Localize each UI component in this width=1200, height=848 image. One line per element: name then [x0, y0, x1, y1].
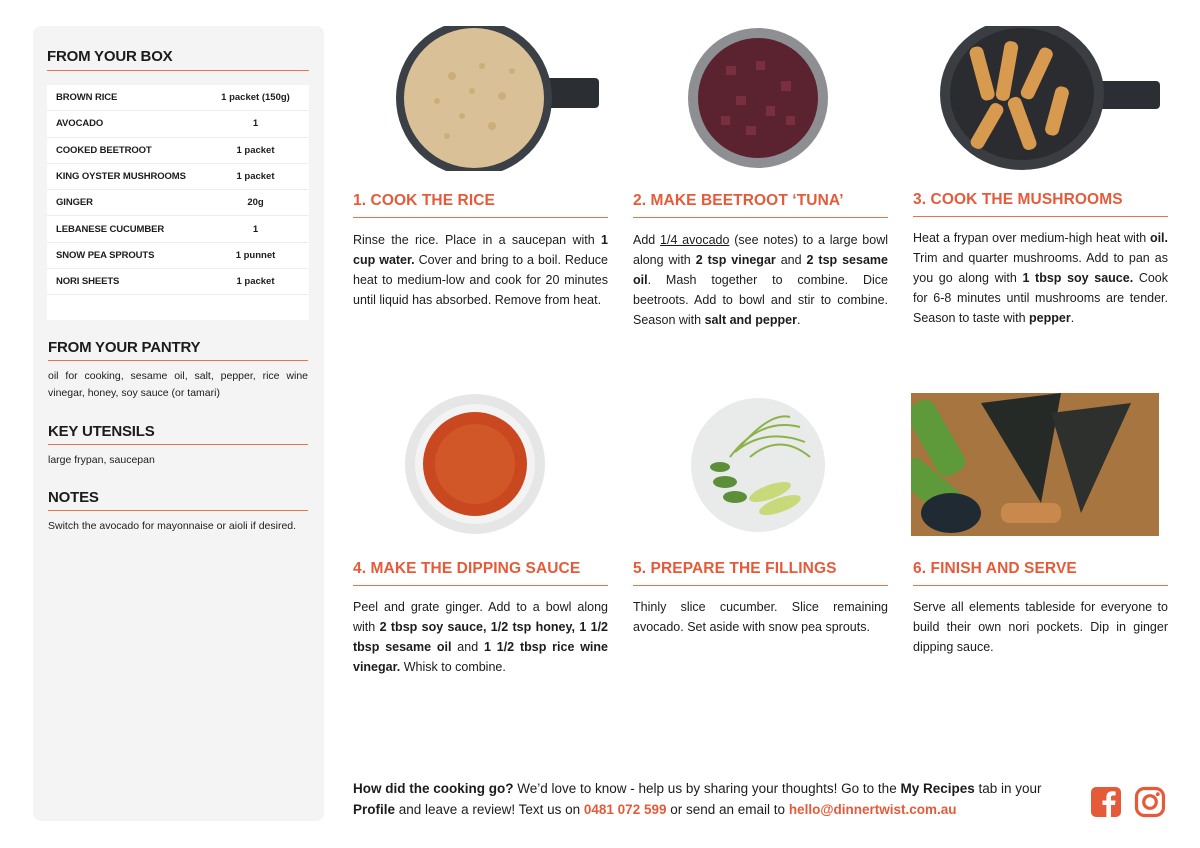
footer-text: or send an email to: [666, 802, 789, 817]
step-emphasis: salt and pepper: [704, 313, 797, 327]
ingredient-row: [47, 138, 309, 164]
divider: [633, 585, 888, 586]
divider: [47, 70, 309, 71]
from-your-box-title: FROM YOUR BOX: [47, 48, 173, 65]
divider: [633, 217, 888, 218]
step-text-run: Rinse the rice. Place in a saucepan with: [353, 233, 602, 247]
step-emphasis: 2 tsp sesame oil: [633, 253, 888, 287]
step-text: [913, 597, 1168, 657]
ingredient-row: [47, 269, 309, 295]
ingredient-row: [47, 85, 309, 111]
ingredient-qty: 1 packet: [236, 276, 275, 288]
pantry-section: [48, 339, 308, 402]
step-emphasis: pepper: [1029, 311, 1071, 325]
step-text: [633, 230, 888, 330]
ingredient-name: GINGER: [56, 197, 93, 209]
step-title: 3. COOK THE MUSHROOMS: [913, 191, 1123, 208]
ingredient-qty: 1 packet (150g): [221, 92, 290, 104]
step-text-run: .: [796, 313, 801, 327]
step-emphasis: 1 1/2 tbsp rice wine vinegar.: [353, 640, 608, 674]
divider: [48, 510, 308, 511]
ingredient-qty: 1: [252, 118, 259, 130]
step-text-run: Whisk to combine.: [400, 660, 506, 674]
beetroot-bowl-image: [686, 26, 831, 171]
step-text-run: 1/4 avocado: [660, 233, 730, 247]
notes-title: NOTES: [48, 489, 99, 506]
notes-section: [48, 489, 308, 535]
step-title: 6. FINISH AND SERVE: [913, 560, 1077, 577]
step-emphasis: 1 tbsp soy sauce.: [1022, 271, 1134, 285]
ingredient-name: COOKED BEETROOT: [56, 144, 152, 156]
email-link[interactable]: hello@dinnertwist.com.au: [788, 802, 957, 817]
step-emphasis: 2 tbsp soy sauce, 1/2 tsp honey, 1 1/2 tbsp sesame oil: [353, 620, 609, 654]
step-text-run: Trim and quarter mushrooms. Add to pan as you go along with: [913, 251, 1168, 285]
utensils-section: [48, 423, 308, 469]
dipping-sauce-image: [404, 393, 546, 535]
notes-text: Switch the avocado for mayonnaise or aioli if desired.: [48, 520, 297, 532]
sidebar: [33, 26, 324, 821]
step-text: [633, 597, 888, 637]
footer-text: and leave a review! Text us on: [395, 802, 584, 817]
divider: [48, 360, 308, 361]
ingredient-row: [47, 111, 309, 137]
feedback-footer: [353, 778, 1073, 820]
step-text-run: Serve all elements tableside for everyone to build their own nori pockets. Dip in ginger dipping sauce.: [913, 600, 1168, 654]
step-title: 5. PREPARE THE FILLINGS: [633, 560, 837, 577]
ingredient-row: [47, 216, 309, 242]
ingredient-name: SNOW PEA SPROUTS: [56, 249, 155, 261]
phone-link[interactable]: 0481 072 599: [583, 802, 667, 817]
step-text: [353, 597, 608, 677]
step-text-run: Cook for 6-8 minutes until mushrooms are tender. Season to taste with: [913, 271, 1169, 325]
ingredient-qty: 1: [252, 223, 259, 235]
mushroom-pan-image: [940, 26, 1160, 171]
step-text-run: Peel and grate ginger. Add to a bowl along with: [353, 600, 608, 634]
ingredients-table: [47, 85, 309, 320]
step-title: 4. MAKE THE DIPPING SAUCE: [353, 560, 581, 577]
step-text-run: .: [1070, 311, 1075, 325]
step-text-run: Heat a frypan over medium-high heat with: [913, 231, 1150, 245]
fillings-plate-image: [690, 397, 826, 533]
ingredient-row: [47, 164, 309, 190]
step-text: [913, 228, 1168, 328]
divider: [353, 585, 608, 586]
utensils-title: KEY UTENSILS: [48, 423, 155, 440]
rice-pan-image: [392, 26, 602, 171]
facebook-icon[interactable]: [1090, 786, 1122, 818]
pantry-text: oil for cooking, sesame oil, salt, pepper, rice wine vinegar, honey, soy sauce (or tamari): [48, 370, 308, 399]
ingredient-name: LEBANESE CUCUMBER: [56, 223, 165, 235]
ingredient-qty: 20g: [247, 197, 264, 209]
step-text-run: . Mash together to combine. Dice beetroots. Add to bowl and stir to combine. Season with: [633, 273, 888, 327]
step-text-run: and: [775, 253, 807, 267]
step-text-run: Cover and bring to a boil. Reduce heat to medium-low and cook for 20 minutes until liquid has absorbed. Remove from heat.: [353, 253, 608, 307]
ingredient-qty: 1 packet: [236, 171, 275, 183]
divider: [913, 216, 1168, 217]
ingredient-row: [47, 243, 309, 269]
utensils-text: large frypan, saucepan: [48, 454, 155, 466]
step-emphasis: oil.: [1149, 231, 1168, 245]
ingredient-name: BROWN RICE: [56, 92, 118, 104]
divider: [48, 444, 308, 445]
serve-board-image: [911, 393, 1159, 536]
footer-text: We’d love to know - help us by sharing your thoughts! Go to the: [513, 781, 901, 796]
divider: [913, 585, 1168, 586]
step-text-run: Thinly slice cucumber. Slice remaining avocado. Set aside with snow pea sprouts.: [633, 600, 888, 634]
footer-question: How did the cooking go?: [353, 781, 514, 796]
ingredient-name: KING OYSTER MUSHROOMS: [56, 171, 186, 183]
step-text-run: Add: [633, 233, 661, 247]
step-title: 2. MAKE BEETROOT ‘TUNA’: [633, 192, 844, 209]
instagram-icon[interactable]: [1134, 786, 1166, 818]
ingredient-qty: 1 packet: [236, 144, 275, 156]
ingredient-name: AVOCADO: [56, 118, 104, 130]
divider: [353, 217, 608, 218]
profile-link[interactable]: Profile: [353, 802, 396, 817]
step-text-run: (see notes) to a large bowl along with: [633, 233, 889, 267]
ingredient-row: [47, 190, 309, 216]
ingredient-name: NORI SHEETS: [56, 276, 120, 288]
step-text: [353, 230, 608, 310]
step-title: 1. COOK THE RICE: [353, 192, 495, 209]
pantry-title: FROM YOUR PANTRY: [48, 339, 201, 356]
step-emphasis: 1 cup water.: [353, 233, 608, 267]
step-text-run: and: [451, 640, 484, 654]
footer-text: tab in your: [974, 781, 1042, 796]
ingredient-qty: 1 punnet: [235, 249, 276, 261]
my-recipes-link[interactable]: My Recipes: [900, 781, 975, 796]
step-emphasis: 2 tsp vinegar: [695, 253, 776, 267]
